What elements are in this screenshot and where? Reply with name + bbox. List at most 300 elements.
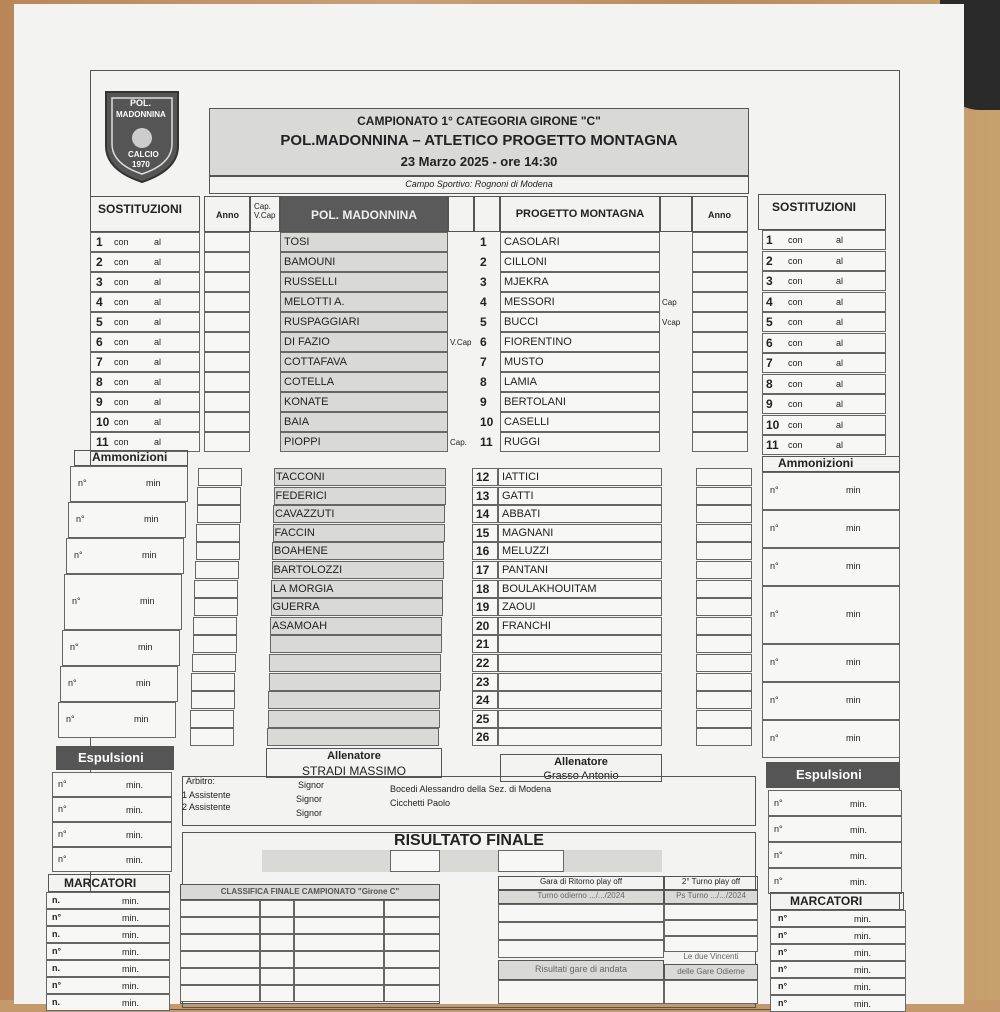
home-sub-name: FACCIN	[274, 526, 315, 539]
home-player-role: V.Cap	[450, 338, 472, 347]
year-cell[interactable]	[196, 542, 240, 560]
year-cell[interactable]	[692, 312, 748, 332]
substitution-row[interactable]	[90, 252, 200, 272]
sub-number: 16	[476, 544, 490, 559]
playoff-cell[interactable]	[664, 980, 758, 1004]
substitution-row[interactable]	[762, 374, 886, 394]
marcatore-row[interactable]	[770, 944, 906, 961]
al-label: al	[154, 317, 162, 327]
logo-text-1: POL.	[130, 98, 152, 108]
arbitro-label: Arbitro:	[186, 776, 216, 786]
year-cell[interactable]	[692, 432, 748, 452]
match-title: POL.MADONNINA – ATLETICO PROGETTO MONTAGNA	[280, 132, 678, 149]
year-cell[interactable]	[190, 710, 234, 728]
con-label: con	[114, 317, 129, 327]
away-sub-row	[498, 710, 662, 728]
min-label: min.	[854, 914, 872, 924]
substitution-row[interactable]	[762, 394, 886, 414]
gara-ritorno-label: Gara di Ritorno play off	[539, 877, 623, 886]
year-cell[interactable]	[692, 292, 748, 312]
min-label: min.	[126, 780, 144, 790]
sub-number: 13	[476, 488, 490, 503]
min-label: min	[846, 733, 861, 743]
substitution-row[interactable]	[762, 415, 886, 435]
substitution-row[interactable]	[762, 271, 886, 291]
away-coach-label: Allenatore	[554, 756, 608, 768]
classifica-cell[interactable]	[180, 968, 260, 985]
year-cell[interactable]	[696, 542, 752, 560]
playoff-cell[interactable]	[498, 980, 664, 1004]
n-label: n°	[770, 609, 779, 619]
min-label: min.	[126, 830, 144, 840]
playoff-cell[interactable]	[498, 940, 664, 958]
classifica-cell[interactable]	[294, 900, 384, 917]
classifica-cell[interactable]	[294, 917, 384, 934]
club-logo	[102, 88, 182, 184]
year-cell[interactable]	[197, 505, 241, 523]
classifica-cell[interactable]	[260, 968, 294, 985]
year-cell[interactable]	[692, 232, 748, 252]
classifica-cell[interactable]	[180, 951, 260, 968]
classifica-cell[interactable]	[384, 934, 440, 951]
substitution-number: 4	[96, 295, 103, 309]
sub-number: 23	[476, 674, 490, 689]
n-label: n°	[770, 485, 779, 495]
classifica-cell[interactable]	[260, 985, 294, 1002]
year-cell[interactable]	[696, 487, 752, 505]
ammonizione-row[interactable]	[762, 720, 900, 758]
classifica-cell[interactable]	[180, 985, 260, 1002]
classifica-cell[interactable]	[180, 900, 260, 917]
classifica-cell[interactable]	[294, 934, 384, 951]
away-player-role: Cap	[662, 298, 677, 307]
home-coach-name: STRADI MASSIMO	[301, 764, 406, 778]
espulsione-row[interactable]	[52, 797, 172, 822]
turno2-label: 2° Turno play off	[681, 877, 741, 886]
sub-number: 24	[476, 693, 490, 708]
ps-turno-label: Ps Turno .../.../2024	[676, 891, 746, 900]
year-cell[interactable]	[696, 635, 752, 653]
n-label: n°	[778, 964, 788, 974]
classifica-cell[interactable]	[260, 917, 294, 934]
substitution-row[interactable]	[762, 230, 886, 250]
year-cell[interactable]	[191, 691, 235, 709]
classifica-cell[interactable]	[384, 900, 440, 917]
year-cell[interactable]	[198, 468, 242, 486]
year-cell[interactable]	[692, 412, 748, 432]
substitution-row[interactable]	[762, 251, 886, 271]
n-label: n°	[770, 695, 779, 705]
con-label: con	[788, 399, 803, 409]
con-label: con	[114, 417, 129, 427]
home-player-name: KONATE	[284, 396, 329, 408]
year-cell[interactable]	[696, 505, 752, 523]
classifica-cell[interactable]	[180, 934, 260, 951]
marcatore-row[interactable]	[770, 978, 906, 995]
year-cell[interactable]	[195, 561, 239, 579]
home-sub-name: BARTOLOZZI	[273, 564, 343, 576]
playoff-cell[interactable]	[664, 936, 758, 952]
marcatore-row[interactable]	[46, 960, 170, 977]
classifica-cell[interactable]	[294, 951, 384, 968]
min-label: min.	[122, 913, 140, 923]
substitution-number: 8	[96, 375, 103, 389]
right-sostituzioni-label: SOSTITUZIONI	[772, 200, 856, 214]
away-sub-row	[498, 673, 662, 691]
classifica-cell[interactable]	[260, 900, 294, 917]
sub-number: 17	[476, 563, 490, 577]
away-player-name: BUCCI	[504, 316, 539, 328]
year-cell[interactable]	[204, 292, 250, 312]
espulsione-row[interactable]	[768, 868, 902, 894]
away-player-name: LAMIA	[504, 376, 538, 388]
away-player-name: BERTOLANI	[504, 396, 566, 408]
away-sub-row	[498, 728, 662, 746]
year-cell[interactable]	[696, 561, 752, 579]
sub-number: 12	[476, 470, 490, 484]
home-team-name: POL. MADONNINA	[311, 208, 417, 222]
classifica-cell[interactable]	[384, 985, 440, 1002]
substitution-number: 5	[96, 315, 103, 329]
n-label: n°	[778, 947, 788, 957]
al-label: al	[154, 417, 162, 427]
year-cell[interactable]	[204, 412, 250, 432]
n-label: n°	[774, 850, 783, 860]
n-label: n°	[770, 657, 779, 667]
year-cell[interactable]	[193, 617, 237, 635]
al-label: al	[836, 276, 844, 286]
substitution-row[interactable]	[90, 332, 200, 352]
espulsione-row[interactable]	[52, 847, 172, 872]
year-cell[interactable]	[696, 728, 752, 746]
classifica-cell[interactable]	[260, 951, 294, 968]
n-label: n°	[770, 523, 779, 533]
championship-title: CAMPIONATO 1° CATEGORIA GIRONE "C"	[357, 114, 601, 128]
marcatore-row[interactable]	[46, 892, 170, 909]
number-header	[474, 196, 500, 232]
year-cell[interactable]	[696, 524, 752, 542]
year-cell[interactable]	[692, 392, 748, 412]
playoff-cell[interactable]	[498, 922, 664, 940]
year-cell[interactable]	[692, 372, 748, 392]
year-cell[interactable]	[204, 392, 250, 412]
marcatore-row[interactable]	[46, 909, 170, 926]
substitution-row[interactable]	[90, 292, 200, 312]
substitution-number: 2	[766, 253, 773, 268]
substitution-row[interactable]	[90, 352, 200, 372]
sub-number: 18	[476, 581, 490, 596]
sub-number: 15	[476, 525, 490, 540]
year-cell[interactable]	[194, 598, 238, 616]
marcatore-row[interactable]	[46, 926, 170, 943]
sub-number: 25	[476, 711, 490, 726]
home-sub-row	[270, 635, 442, 653]
away-sub-row	[498, 654, 662, 672]
marcatore-row[interactable]	[46, 994, 170, 1011]
ammonizione-row[interactable]	[68, 502, 186, 538]
classifica-cell[interactable]	[294, 985, 384, 1002]
player-number: 1	[480, 235, 487, 249]
assistente2-label: 2 Assistente	[182, 802, 231, 812]
min-label: min	[846, 523, 861, 533]
marcatore-row[interactable]	[46, 977, 170, 994]
substitution-row[interactable]	[762, 333, 886, 353]
n-label: n°	[78, 478, 87, 488]
n-label: n°	[52, 980, 62, 990]
con-label: con	[788, 358, 803, 368]
substitution-number: 10	[766, 417, 780, 432]
year-cell[interactable]	[696, 598, 752, 616]
year-cell[interactable]	[696, 710, 752, 728]
ammonizione-row[interactable]	[60, 666, 178, 702]
espulsione-row[interactable]	[768, 816, 902, 842]
classifica-cell[interactable]	[180, 917, 260, 934]
ammonizione-row[interactable]	[762, 472, 900, 510]
year-cell[interactable]	[196, 524, 240, 542]
year-cell[interactable]	[696, 691, 752, 709]
n-label: n°	[58, 779, 67, 789]
assistente1-label: 1 Assistente	[182, 790, 231, 800]
player-number: 4	[480, 295, 487, 309]
con-label: con	[788, 296, 803, 307]
year-cell[interactable]	[204, 332, 250, 352]
risultato-finale-label: RISULTATO FINALE	[394, 832, 544, 849]
al-label: al	[836, 317, 844, 327]
sub-number: 20	[476, 618, 490, 633]
al-label: al	[154, 237, 162, 247]
al-label: al	[154, 437, 162, 447]
year-cell[interactable]	[204, 252, 250, 272]
away-sub-name: MAGNANI	[502, 526, 554, 539]
substitution-number: 5	[766, 315, 773, 329]
min-label: min.	[850, 799, 868, 809]
substitution-row[interactable]	[90, 372, 200, 392]
ammonizione-row[interactable]	[762, 548, 900, 586]
year-cell[interactable]	[194, 580, 238, 598]
al-label: al	[836, 255, 844, 266]
away-player-name: CASELLI	[504, 416, 550, 428]
player-number: 11	[480, 435, 493, 449]
con-label: con	[114, 237, 129, 247]
min-label: min.	[122, 947, 140, 957]
year-cell[interactable]	[204, 272, 250, 292]
classifica-cell[interactable]	[384, 951, 440, 968]
substitution-row[interactable]	[762, 312, 886, 332]
al-label: al	[154, 357, 162, 367]
marcatore-row[interactable]	[46, 943, 170, 960]
con-label: con	[788, 378, 803, 389]
ammonizione-row[interactable]	[62, 630, 180, 666]
min-label: min.	[850, 877, 868, 887]
away-sub-name: PANTANI	[502, 564, 549, 576]
substitution-row[interactable]	[762, 435, 886, 455]
al-label: al	[836, 337, 844, 348]
classifica-cell[interactable]	[384, 917, 440, 934]
home-player-name: TOSI	[284, 236, 310, 248]
year-cell[interactable]	[696, 580, 752, 598]
min-label: min.	[122, 964, 140, 974]
n-label: n°	[774, 876, 783, 886]
home-sub-name: FEDERICI	[275, 489, 327, 502]
year-cell[interactable]	[204, 432, 250, 452]
away-sub-name: ABBATI	[502, 508, 541, 521]
year-cell[interactable]	[204, 232, 250, 252]
year-cell[interactable]	[192, 654, 236, 672]
substitution-row[interactable]	[90, 232, 200, 252]
away-sub-name: ZAOUI	[502, 601, 536, 614]
n-label: n°	[74, 550, 83, 560]
home-player-name: RUSPAGGIARI	[284, 316, 360, 328]
n-label: n°	[52, 912, 62, 922]
playoff-cell[interactable]	[664, 920, 758, 936]
year-cell[interactable]	[692, 252, 748, 272]
home-coach-label: Allenatore	[327, 750, 381, 762]
con-label: con	[788, 235, 803, 245]
year-cell[interactable]	[191, 673, 235, 691]
espulsione-row[interactable]	[52, 822, 172, 847]
min-label: min.	[854, 931, 872, 941]
playoff-cell[interactable]	[498, 904, 664, 922]
year-cell[interactable]	[204, 372, 250, 392]
espulsione-row[interactable]	[768, 842, 902, 868]
away-score-box[interactable]	[498, 850, 564, 872]
year-cell[interactable]	[696, 617, 752, 635]
marcatore-row[interactable]	[770, 910, 906, 927]
substitution-number: 9	[96, 395, 103, 409]
player-number: 8	[480, 375, 487, 389]
ammonizione-row[interactable]	[70, 466, 188, 502]
substitution-number: 1	[766, 233, 773, 247]
ammonizione-row[interactable]	[58, 702, 176, 738]
n-label: n.	[52, 997, 60, 1007]
n-label: n°	[778, 981, 788, 991]
away-role-header	[660, 196, 692, 232]
ammonizione-row[interactable]	[762, 586, 900, 644]
min-label: min.	[854, 999, 872, 1009]
year-cell[interactable]	[692, 272, 748, 292]
al-label: al	[836, 296, 844, 307]
n-label: n°	[770, 561, 779, 571]
year-cell[interactable]	[190, 728, 234, 746]
substitution-number: 7	[766, 356, 773, 370]
espulsione-row[interactable]	[768, 790, 902, 816]
substitution-row[interactable]	[90, 272, 200, 292]
ammonizione-row[interactable]	[64, 574, 182, 630]
home-sub-name: TACCONI	[276, 471, 325, 483]
min-label: min	[136, 678, 151, 688]
con-label: con	[788, 419, 803, 430]
marcatore-row[interactable]	[770, 927, 906, 944]
year-cell[interactable]	[696, 673, 752, 691]
substitution-row[interactable]	[762, 292, 886, 312]
n-label: n°	[770, 733, 779, 743]
al-label: al	[154, 377, 162, 387]
min-label: min.	[126, 855, 144, 865]
al-label: al	[836, 358, 844, 368]
classifica-cell[interactable]	[294, 968, 384, 985]
away-player-name: MUSTO	[504, 356, 544, 368]
min-label: min.	[122, 981, 140, 991]
away-player-name: CASOLARI	[504, 236, 560, 248]
min-label: min	[846, 485, 861, 495]
n-label: n°	[58, 804, 67, 814]
year-cell[interactable]	[204, 312, 250, 332]
player-number: 3	[480, 275, 487, 289]
assistente1-name: Cicchetti Paolo	[390, 798, 451, 808]
away-sub-row	[498, 635, 662, 653]
away-player-role: Vcap	[662, 318, 681, 327]
ammonizione-row[interactable]	[762, 682, 900, 720]
n-label: n°	[66, 714, 75, 724]
min-label: min	[846, 609, 861, 619]
classifica-label: CLASSIFICA FINALE CAMPIONATO "Girone C"	[220, 887, 400, 896]
home-sub-name: BOAHENE	[274, 545, 328, 558]
n-label: n.	[52, 895, 60, 905]
min-label: min.	[122, 896, 140, 906]
year-cell[interactable]	[696, 654, 752, 672]
year-cell[interactable]	[197, 487, 241, 505]
home-sub-row	[268, 691, 440, 709]
year-cell[interactable]	[692, 352, 748, 372]
sub-number: 19	[476, 600, 490, 615]
match-sheet	[14, 4, 964, 1009]
ammonizione-row[interactable]	[762, 510, 900, 548]
home-player-name: MELOTTI A.	[284, 296, 345, 308]
signor-1: Signor	[298, 780, 325, 790]
year-cell[interactable]	[692, 332, 748, 352]
year-cell[interactable]	[204, 352, 250, 372]
ammonizione-row[interactable]	[66, 538, 184, 574]
playoff-cell[interactable]	[664, 904, 758, 920]
ammonizione-row[interactable]	[762, 644, 900, 682]
away-sub-row	[498, 691, 662, 709]
classifica-cell[interactable]	[384, 968, 440, 985]
left-sostituzioni-label: SOSTITUZIONI	[98, 202, 182, 216]
year-cell[interactable]	[193, 635, 237, 653]
al-label: al	[836, 378, 844, 389]
signor-3: Signor	[296, 808, 323, 818]
left-marcatori-label: MARCATORI	[64, 876, 137, 890]
substitution-row[interactable]	[762, 353, 886, 373]
n-label: n.	[52, 929, 60, 939]
con-label: con	[114, 377, 129, 387]
n-label: n°	[778, 930, 788, 940]
min-label: min	[140, 596, 155, 606]
sub-number: 22	[476, 656, 490, 670]
risultati-andata-label: Risultati gare di andata	[534, 964, 628, 974]
con-label: con	[788, 255, 803, 266]
marcatore-row[interactable]	[770, 961, 906, 978]
year-cell[interactable]	[696, 468, 752, 486]
substitution-row[interactable]	[90, 392, 200, 412]
away-team-name: PROGETTO MONTAGNA	[515, 208, 645, 220]
player-number: 9	[480, 395, 487, 409]
min-label: min	[146, 478, 161, 488]
home-player-name: BAIA	[284, 416, 310, 428]
away-sub-name: BOULAKHOUITAM	[502, 582, 597, 595]
home-player-name: BAMOUNI	[284, 256, 336, 268]
classifica-cell[interactable]	[260, 934, 294, 951]
home-score-box[interactable]	[390, 850, 440, 872]
left-espulsioni-label: Espulsioni	[78, 750, 144, 765]
signor-2: Signor	[296, 794, 323, 804]
substitution-row[interactable]	[90, 312, 200, 332]
home-sub-name: LA MORGIA	[273, 582, 334, 595]
marcatore-row[interactable]	[770, 995, 906, 1012]
substitution-number: 3	[766, 274, 773, 288]
home-sub-name: CAVAZZUTI	[275, 508, 335, 521]
espulsione-row[interactable]	[52, 772, 172, 797]
